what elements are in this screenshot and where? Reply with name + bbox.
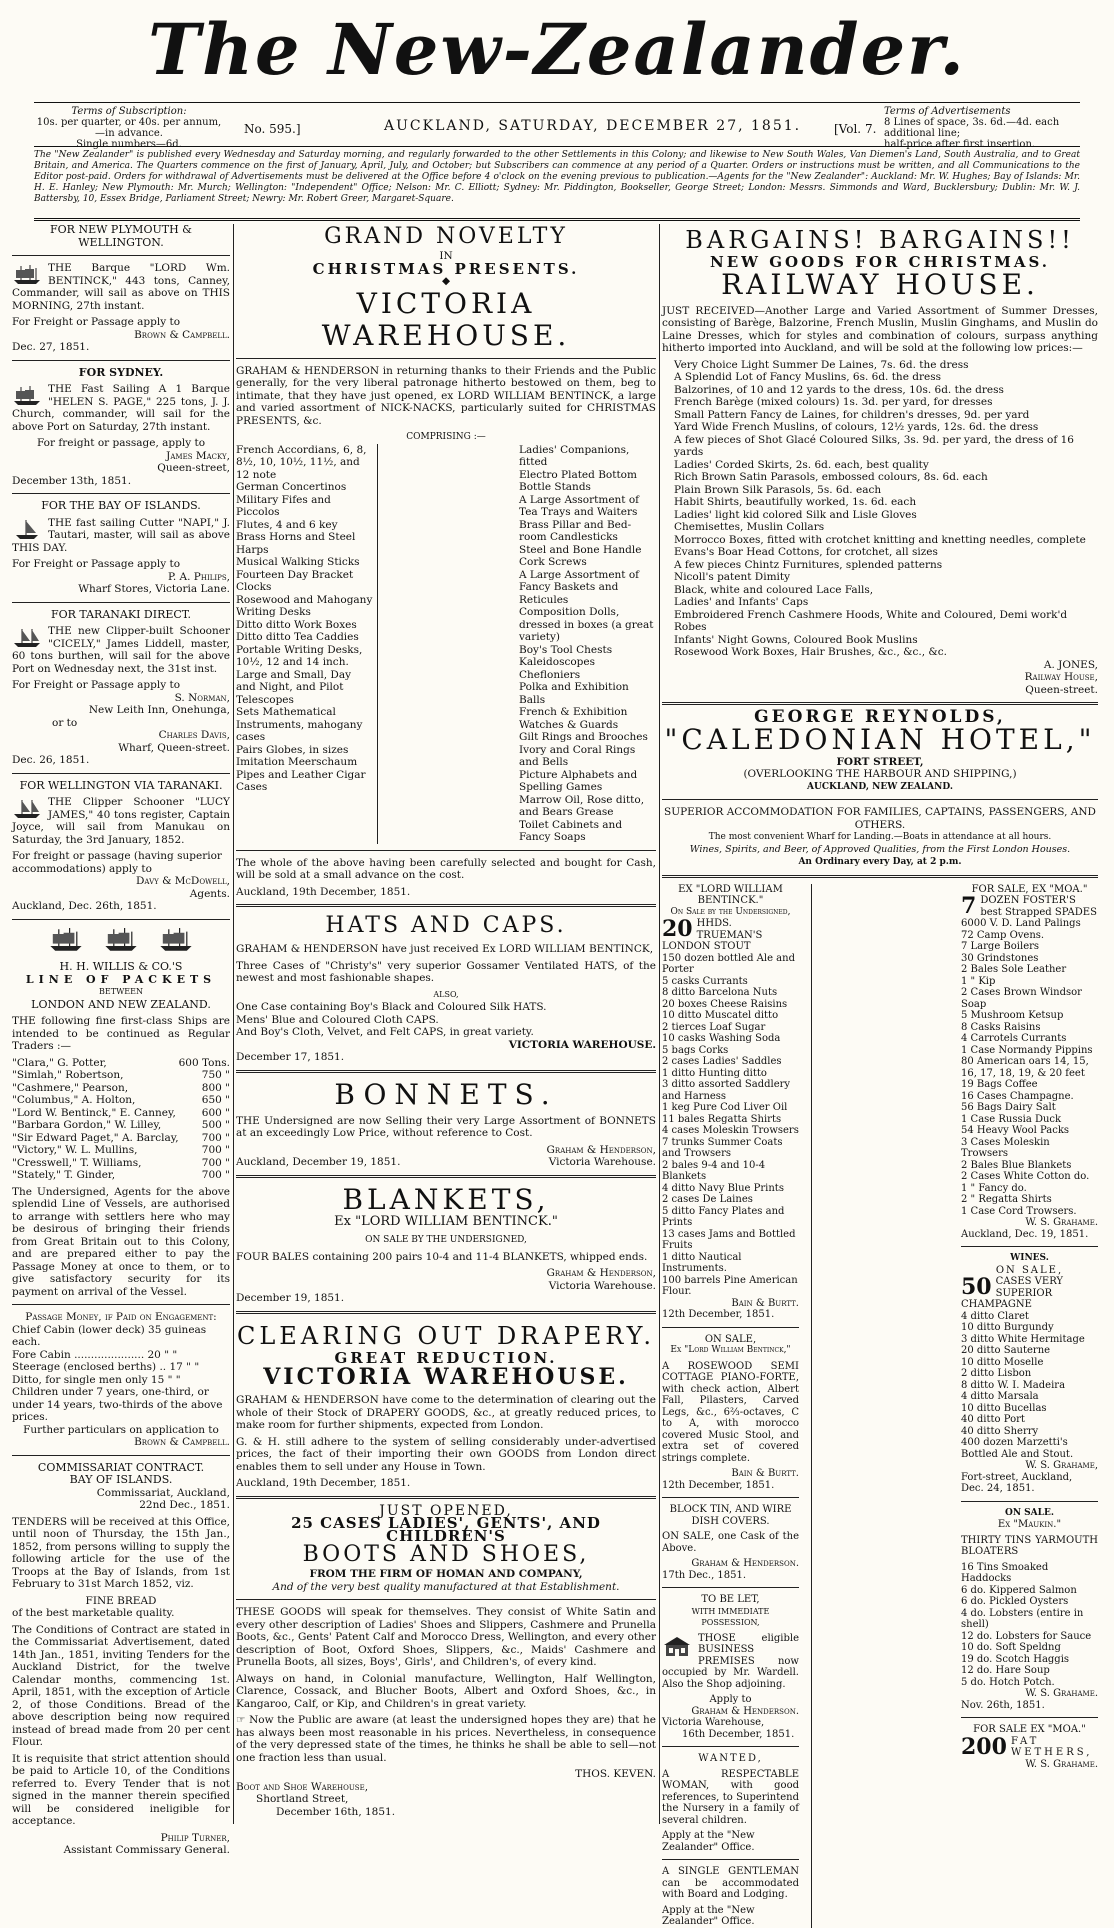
- issue-bar-rule: [34, 146, 1080, 147]
- list-item: A Splendid Lot of Fancy Muslins, 6s. 6d. the dress: [674, 371, 941, 383]
- advert-terms: Terms of Advertisements 8 Lines of space, 3s. 6d.—4d. each additional line; half-price after first insertion.: [884, 106, 1060, 150]
- list-item: Picture Alphabets and Spelling Games: [519, 768, 638, 793]
- list-item: Yard Wide French Muslins, of colours, 12½ yards, 12s. 6d. the dress: [674, 421, 1039, 433]
- dress-price-list: [662, 359, 1098, 659]
- list-item: Ladies' Corded Skirts, 2s. 6d. each, best quality: [674, 458, 929, 471]
- list-item: Ladies' and Infants' Caps: [674, 596, 809, 608]
- list-item: 72 Camp Ovens.: [961, 929, 1045, 941]
- ship-row: [12, 1169, 230, 1182]
- schooner-icon: [12, 627, 42, 649]
- list-item: 100 barrels Pine American Flour.: [662, 1274, 798, 1297]
- ad-heading: BARGAINS! BARGAINS!!: [685, 226, 1075, 254]
- list-item: 2 cases Ladies' Saddles: [662, 1056, 782, 1067]
- fare-row: Steerage (enclosed berths) .. 17 " ": [12, 1361, 200, 1373]
- stock-list: [662, 953, 799, 1298]
- list-item: 19 do. Scotch Haggis: [961, 1653, 1070, 1665]
- list-item: 40 ditto Port: [961, 1414, 1025, 1425]
- list-item: 5 bags Corks: [662, 1044, 729, 1056]
- fare-row: Chief Cabin (lower deck) 35 guineas each.: [12, 1323, 207, 1348]
- list-item: 2 bales 9-4 and 10-4 Blankets: [662, 1159, 766, 1182]
- list-item: 3 ditto White Hermitage: [961, 1333, 1085, 1345]
- list-item: 1 Case Normandy Pippins: [961, 1044, 1093, 1056]
- list-item: 30 Grindstones: [961, 952, 1039, 964]
- list-item: 5 casks Currants: [662, 975, 748, 987]
- list-item: Steel and Bone Handle Cork Screws: [519, 543, 642, 568]
- list-item: Brass Horns and Steel Harps: [236, 531, 356, 556]
- ship-name: "Simlah," Robertson,: [12, 1069, 124, 1081]
- list-item: 12 do. Hare Soup: [961, 1665, 1050, 1676]
- stock-list: [961, 918, 1098, 1217]
- list-item: Ditto ditto Work Boxes: [236, 618, 357, 631]
- ad-heading: COMMISSARIAT CONTRACT.: [37, 1460, 205, 1474]
- list-item: Pairs Globes, in sizes: [236, 743, 349, 756]
- list-item: German Concertinos: [236, 481, 347, 493]
- ship-name: "Lord W. Bentinck," E. Canney,: [12, 1106, 176, 1119]
- list-item: 2 Cases Brown Windsor Soap: [961, 987, 1082, 1010]
- list-item: 4 ditto Claret: [961, 1310, 1029, 1322]
- ship-tonnage: 650 ": [201, 1094, 230, 1106]
- list-item: 2 cases De Laines: [662, 1194, 753, 1205]
- list-item: 10 ditto Bucellas: [961, 1402, 1047, 1414]
- subscription-terms: Terms of Subscription: 10s. per quarter, or 40s. per annum,—in advance. Single numbers—6d.: [36, 106, 222, 150]
- list-item: 4 ditto Navy Blue Prints: [662, 1182, 784, 1194]
- masthead-rule: [34, 102, 1080, 103]
- list-item: French & Exhibition Watches & Guards: [519, 706, 628, 731]
- list-item: French Accordians, 6, 8, 8½, 10, 10½, 11½, and 12 note: [236, 443, 367, 481]
- list-item: 19 Bags Coffee: [961, 1079, 1038, 1090]
- ship-icon: [12, 264, 42, 286]
- list-item: A Large Assortment of Tea Trays and Waiters: [519, 493, 640, 518]
- issue-number: No. 595.]: [244, 122, 301, 136]
- ad-heading: GRAND NOVELTY: [324, 224, 568, 249]
- list-item: 8 ditto Barcelona Nuts: [662, 987, 778, 998]
- ship-icon: [48, 926, 84, 954]
- list-item: Ditto ditto Tea Caddies: [236, 631, 359, 643]
- ship-row: [12, 1082, 230, 1095]
- ad-heading: CLEARING OUT DRAPERY.: [236, 1321, 656, 1350]
- ship-row: [12, 1094, 230, 1107]
- ship-icon: [12, 385, 42, 407]
- ad-body: THE new Clipper-built Schooner "CICELY," James Liddell, master, 60 tons burthen, will sail for the above Port on Wednesday next, the 31st inst.: [12, 625, 230, 675]
- ship-name: "Victory," W. L. Mullins,: [12, 1144, 138, 1156]
- list-item: 7 trunks Summer Coats and Trowsers: [662, 1136, 783, 1159]
- ship-name: "Cashmere," Pearson,: [12, 1081, 129, 1094]
- list-item: 2 " Regatta Shirts: [961, 1194, 1052, 1205]
- ad-heading: FOR SYDNEY.: [78, 365, 164, 379]
- list-item: Imitation Meerschaum Pipes and Leather Cigar Cases: [236, 756, 366, 793]
- masthead: [0, 0, 1114, 100]
- publication-notice: The "New Zealander" is published every Wednesday and Saturday morning, and regularly forwarded to the other Settlements in this Colony; and likewise to New South Wales, Van Diemen's Land, South Australia, and to Great Britain, and America. The Quarters commence on the first of January, April, July, and October; but Subscribers can commence at any period of a Quarter. Orders or instructions must be written, and all Communications to the Editor post-paid. Orders for withdrawal of Advertisements must be delivered at the Office before 4 o'clock on the evening previous to publication.—Agents for the "New Zealander": Auckland: Mr. W. Hughes; Bay of Islands: Mr. H. E. Hanley; New Plymouth: Mr. Murch; Wellington: "Independent" Office; Nelson: Mr. C. Elliott; Sydney: Mr. Piddington, Bookseller, George Street; London: Messrs. Simmonds and Ward, Bucklersbury; Dublin: Mr. W. J. Battersby, 10, Essex Bridge, Parliament Street; Newry: Mr. Robert Greer, Margaret-Square.: [34, 150, 1080, 204]
- issue-bar: [34, 104, 1080, 148]
- list-item: A few pieces of Shot Glacé Coloured Silks, 3s. 9d. per yard, the dress of 16 yards: [674, 433, 1074, 458]
- ad-heading: BLANKETS,: [342, 1182, 550, 1216]
- list-item: 56 Bags Dairy Salt: [961, 1102, 1056, 1113]
- ship-name: "Barbara Gordon," W. Lilley,: [12, 1119, 162, 1131]
- list-item: 1 " Fancy do.: [961, 1182, 1027, 1194]
- ship-name: "Columbus," A. Holton,: [12, 1094, 136, 1106]
- list-item: Portable Writing Desks, 10½, 12 and 14 inch.: [236, 643, 363, 668]
- list-item: 2 Bales Blue Blankets: [961, 1159, 1072, 1171]
- volume: [Vol. 7.: [834, 122, 877, 136]
- list-item: 6000 V. D. Land Palings: [961, 918, 1081, 929]
- ship-tonnage: 700 ": [201, 1131, 230, 1144]
- list-item: 1 Case Cord Trowsers.: [961, 1205, 1077, 1217]
- list-item: Rosewood Work Boxes, Hair Brushes, &c., &c., &c.: [674, 646, 947, 658]
- list-item: Polka and Exhibition Balls: [519, 681, 629, 706]
- list-item: Military Fifes and Piccolos: [236, 493, 331, 518]
- list-item: 54 Heavy Wool Packs: [961, 1125, 1070, 1136]
- ship-row: [12, 1144, 230, 1157]
- list-item: Sets Mathematical Instruments, mahogany cases: [236, 706, 363, 743]
- ad-heading: FOR NEW PLYMOUTH & WELLINGTON.: [50, 223, 192, 249]
- novelty-list: [236, 444, 656, 844]
- list-item: 5 ditto Fancy Plates and Prints: [662, 1205, 785, 1228]
- list-item: 40 ditto Sherry: [961, 1425, 1039, 1437]
- column-rule: [233, 224, 234, 1824]
- list-item: Balzorines, of 10 and 12 yards to the dress, 10s. 6d. the dress: [674, 383, 1004, 396]
- list-item: 1 Case Russia Duck: [961, 1113, 1062, 1125]
- column-shipping: FOR NEW PLYMOUTH & WELLINGTON. THE Barque "LORD Wm. BENTINCK," 443 tons, Canney, Commander, will sail as above on THIS MORNING, 27th instant. For Freight or Passage apply to Brown & Campbell. Dec. 27, 1851. FOR SYDNEY. THE Fast Sailing A 1 Barque "HELEN S. PAGE," 225 tons, J. J. Church, commander, will sail for the above Port on Saturday, 27th instant. For freight or passage, apply to James Macky, Queen-street, December 13th, 1851. FOR THE BAY OF ISLANDS. THE fast sailing Cutter "NAPI," J. Tautari, master, will sail as above THIS DAY. For Freight or Passage apply to P. A. Philips, Wharf Stores, Victoria Lane. FOR TARANAKI DIRECT. THE new Clipper-built Schooner "CICELY," James Liddell, master, 60 tons burthen, will sail for the above Port on Wednesday next, the 31st inst. For Freight or Passage apply to S. Norman, New Leith Inn, Onehunga, or to Charles Davis, Wharf, Queen-street. Dec. 26, 1851. FOR WELLINGTON VIA TARANAKI. THE Clipper Schooner "LUCY JAMES," 40 tons register, Captain Joyce, will sail from Manukau on Saturday, the 3rd January, 1852. For freight or passage (having superior accommodations) apply to Davy & McDowell, Agents. Auckland, Dec. 26th, 1851. H. H. WILLIS & CO.'S LINE OF PACKETS BETWEEN LONDON AND NEW ZEALAND. THE following fine first-class Ships are intended to be continued as Regular Traders :— "Clara," G. Potter, 600 Tons. "Simlah," Robertson, 750 " "Cashmere," Pearson, 800 " "Columbus," A. Holton, 650 " "Lord W. Bentinck," E. Canney, 600 " "Barbara Gordon," W. Lilley, 500 " "Sir Edward Paget," A. Barclay, 700 " "Victory," W. L. Mullins, 700 " "Cresswell," T. Williams, 700 " "Stately," T. Ginder, 700 " The Undersigned, Agents for the above splendid Line of Vessels, are authorised to arrange with settlers here who may be desirous of bringing their friends from Great Britain out to this Colony, and are prepared either to pay the Passage Money at once to them, or to give satisfactory security for its payment on arrival of the Vessel. Passage Money, if Paid on Engagement: Chief Cabin (lower deck) 35 guineas each. Fore Cabin ..................... 20 " " Steerage (enclosed berths) .. 17 " " Ditto, for single men only 15 " " Children under 7 years, one-third, or under 14 years, two-thirds of the above prices. Further particulars on application to Brown & Campbell. COMMISSARIAT CONTRACT. BAY OF ISLANDS. Commissariat, Auckland, 22nd Dec., 1851. TENDERS will be received at this Office, until noon of Thursday, the 15th Jan., 1852, from persons willing to supply the following article for the use of the Troops at the Bay of Islands, from 1st February to 31st March 1852, viz. FINE BREAD of the best marketable quality. The Conditions of Contract are stated in the Commissariat Advertisement, dated 14th Jan., 1851, inviting Tenders for the Auckland District, for the twelve Calendar months, commencing 1st. April, 1851, with the exception of Article 2, of those Conditions. Bread of the above description being now required instead of bread made from 20 per cent Flour. It is requisite that strict attention should be paid to Article 10, of the Conditions referred to. Every Tender that is not signed in the manner therein specified will be considered ineligible for acceptance. Philip Turner, Assistant Commissary General.: [12, 223, 230, 1856]
- list-item: Marrow Oil, Rose ditto, and Bears Grease: [519, 793, 645, 818]
- list-item: Chefloniers: [519, 668, 581, 681]
- list-item: 2 tierces Loaf Sugar: [662, 1021, 766, 1033]
- preserves-list: [961, 1562, 1098, 1689]
- list-item: 8 ditto W. I. Madeira: [961, 1379, 1066, 1391]
- ad-heading: EX "LORD WILLIAM BENTINCK.": [678, 883, 783, 906]
- ship-name: "Cresswell," T. Williams,: [12, 1156, 142, 1169]
- newspaper-title: The New-Zealander.: [148, 8, 966, 91]
- list-item: Plain Brown Silk Parasols, 5s. 6d. each: [674, 483, 882, 496]
- header-double-rule: [34, 218, 1080, 221]
- ship-tonnage: 600 Tons.: [178, 1056, 230, 1069]
- list-item: Embroidered French Cashmere Hoods, White and Coloured, Demi work'd Robes: [674, 608, 1068, 633]
- novelty-list-right: [519, 444, 656, 844]
- list-item: Evans's Boar Head Cottons, for crotchet, all sizes: [674, 546, 938, 558]
- list-item: Small Pattern Fancy de Laines, for children's dresses, 9d. per yard: [674, 408, 1030, 421]
- list-item: Black, white and coloured Lace Falls,: [674, 583, 874, 596]
- list-item: 2 ditto Lisbon: [961, 1368, 1032, 1379]
- list-item: Toilet Cabinets and Fancy Soaps: [519, 818, 623, 843]
- list-item: 10 do. Soft Speldng: [961, 1642, 1061, 1653]
- ad-heading: FOR TARANAKI DIRECT.: [50, 607, 192, 621]
- pointing-hand-icon: ☞: [236, 1714, 250, 1726]
- list-item: 1 ditto Nautical Instruments.: [662, 1251, 742, 1274]
- fare-row: Fore Cabin ..................... 20 " ": [12, 1348, 178, 1361]
- ad-heading: JUST OPENED,: [379, 1502, 513, 1519]
- list-item: 13 cases Jams and Bottled Fruits: [662, 1228, 796, 1251]
- list-item: 2 Cases White Cotton do.: [961, 1171, 1090, 1182]
- list-item: 10 ditto Muscatel ditto: [662, 1010, 779, 1021]
- classifieds: [662, 884, 1098, 1928]
- ship-row: [12, 1119, 230, 1132]
- dateline: AUCKLAND, SATURDAY, DECEMBER 27, 1851.: [384, 118, 802, 134]
- list-item: Very Choice Light Summer De Laines, 7s. 6d. the dress: [674, 358, 969, 371]
- list-item: 6 do. Kippered Salmon: [961, 1584, 1077, 1596]
- ad-body: THE Barque "LORD Wm. BENTINCK," 443 tons, Canney, Commander, will sail as above on THIS MORNING, 27th instant.: [12, 262, 230, 312]
- list-item: 7 Large Boilers: [961, 941, 1040, 952]
- ship-name: "Clara," G. Potter,: [12, 1056, 107, 1069]
- list-item: Kaleidoscopes: [519, 656, 595, 668]
- ad-heading: FOR THE BAY OF ISLANDS.: [41, 499, 201, 512]
- ad-body: THE Fast Sailing A 1 Barque "HELEN S. PAGE," 225 tons, J. J. Church, commander, will sail for the above Port on Saturday, 27th instant.: [12, 383, 230, 433]
- column-warehouse: GRAND NOVELTY IN CHRISTMAS PRESENTS. ◆ VICTORIA WAREHOUSE. GRAHAM & HENDERSON in returning thanks to their Friends and the Public generally, for the very liberal patronage hitherto bestowed on them, beg to intimate, that they have just opened, ex LORD WILLIAM BENTINCK, a large and varied assortment of NICK-NACKS, particularly suited for CHRISTMAS PRESENTS, &c. COMPRISING :— French Accordians, 6, 8, 8½, 10, 10½, 11½, and 12 note German Concertinos Military Fifes and Piccolos Flutes, 4 and 6 key Brass Horns and Steel Harps Musical Walking Sticks Fourteen Day Bracket Clocks Rosewood and Mahogany Writing Desks Ditto ditto Work Boxes Ditto ditto Tea Caddies Portable Writing Desks, 10½, 12 and 14 inch. Large and Small, Day and Night, and Pilot Telescopes Sets Mathematical Instruments, mahogany cases Pairs Globes, in sizes Imitation Meerschaum Pipes and Leather Cigar Cases Ladies' Companions, fitted Electro Plated Bottom Bottle Stands A Large Assortment of Tea Trays and Waiters Brass Pillar and Bed-room Candlesticks Steel and Bone Handle Cork Screws A Large Assortment of Fancy Baskets and Reticules Composition Dolls, dressed in boxes (a great variety) Boy's Tool Chests Kaleidoscopes Chefloniers Polka and Exhibition Balls French & Exhibition Watches & Guards Gilt Rings and Brooches Ivory and Coral Rings and Bells Picture Alphabets and Spelling Games Marrow Oil, Rose ditto, and Bears Grease Toilet Cabinets and Fancy Soaps The whole of the above having been carefully selected and bought for Cash, will be sold at a small advance on the cost. Auckland, 19th December, 1851. HATS AND CAPS. GRAHAM & HENDERSON have just received Ex LORD WILLIAM BENTINCK, Three Cases of "Christy's" very superior Gossamer Ventilated HATS, of the newest and most fashionable shapes. ALSO, One Case containing Boy's Black and Coloured Silk HATS. Mens' Blue and Coloured Cloth CAPS. And Boy's Cloth, Velvet, and Felt CAPS, in great variety. VICTORIA WAREHOUSE. December 17, 1851. BONNETS. THE Undersigned are now Selling their very Large Assortment of BONNETS at an exceedingly Low Price, without reference to Cost. Graham & Henderson, Auckland, December 19, 1851. Victoria Warehouse. BLANKETS, Ex "LORD WILLIAM BENTINCK." ON SALE BY THE UNDERSIGNED, FOUR BALES containing 200 pairs 10-4 and 11-4 BLANKETS, whipped ends. Graham & Henderson, Victoria Warehouse. December 19, 1851. CLEARING OUT DRAPERY. GREAT REDUCTION. VICTORIA WAREHOUSE. GRAHAM & HENDERSON have come to the determination of clearing out the whole of their Stock of DRAPERY GOODS, &c., at greatly reduced prices, to make room for further shipments, expected from London. G. & H. still adhere to the system of selling considerably under-advertised prices, the fact of their importing their own GOODS from London direct enables them to sell under any House in Town. Auckland, 19th December, 1851. JUST OPENED, 25 CASES LADIES', GENTS', AND CHILDREN'S BOOTS AND SHOES, FROM THE FIRM OF HOMAN AND COMPANY, And of the very best quality manufactured at that Establishment. THESE GOODS will speak for themselves. They consist of White Satin and every other description of Ladies' Shoes and Slippers, Cashmere and Prunella Boots, &c., Gents' Patent Calf and Morocco Dress, Wellington, and every other description of Boot, Oxford Shoes, Slippers, &c., Maids' Cashmere and Prunella Boots, all sizes, Boys', Girls', and Children's, of every kind. Always on hand, in Colonial manufacture, Wellington, Half Wellington, Clarence, Cossack, and Blucher Boots, Albert and Oxford Shoes, &c., in Kangaroo, Calf, or Kip, and Children's in great variety. ☞ Now the Public are aware (at least the undersigned hopes they are) that he has always been most reasonable in his prices. Nevertheless, in consequence of the very depressed state of the times, he thinks he shall be able to sell—not one fraction less than usual. THOS. KEVEN. Boot and Shoe Warehouse, Shortland Street, December 16th, 1851.: [236, 224, 656, 1818]
- list-item: A Large Assortment of Fancy Baskets and Reticules: [519, 568, 640, 606]
- ship-tonnage: 700 ": [201, 1169, 230, 1181]
- list-item: 5 do. Hotch Potch.: [961, 1676, 1055, 1688]
- ship-tonnage: 700 ": [201, 1144, 230, 1156]
- ship-tonnage: 750 ": [201, 1069, 230, 1081]
- list-item: 16 Tins Smoaked Haddocks: [961, 1561, 1049, 1584]
- list-item: 1 " Kip: [961, 975, 996, 987]
- list-item: A few pieces Chintz Furnitures, splended patterns: [674, 558, 943, 571]
- building-icon: [662, 1635, 692, 1657]
- fare-list: [12, 1324, 230, 1424]
- list-item: 1 keg Pure Cod Liver Oil: [662, 1102, 788, 1113]
- list-item: Rosewood and Mahogany Writing Desks: [236, 593, 373, 618]
- ship-icon: [158, 926, 194, 954]
- list-item: Gilt Rings and Brooches: [519, 731, 648, 743]
- column-merchants: BARGAINS! BARGAINS!! NEW GOODS FOR CHRISTMAS. RAILWAY HOUSE. JUST RECEIVED—Another Large and Varied Assortment of Summer Dresses, consisting of Barège, Balzorine, French Muslin, Muslin Ginghams, and Muslin do Laine Dresses, which for styles and combination of colours, surpass anything hitherto imported into Auckland, and will be sold at the following low prices:— Very Choice Light Summer De Laines, 7s. 6d. the dress A Splendid Lot of Fancy Muslins, 6s. 6d. the dress Balzorines, of 10 and 12 yards to the dress, 10s. 6d. the dress French Barège (mixed colours) 1s. 3d. per yard, for dresses Small Pattern Fancy de Laines, for children's dresses, 9d. per yard Yard Wide French Muslins, of colours, 12½ yards, 12s. 6d. the dress A few pieces of Shot Glacé Coloured Silks, 3s. 9d. per yard, the dress of 16 yards Ladies' Corded Skirts, 2s. 6d. each, best quality Rich Brown Satin Parasols, embossed colours, 8s. 6d. each Plain Brown Silk Parasols, 5s. 6d. each Habit Shirts, beautifully worked, 1s. 6d. each Ladies' light kid colored Silk and Lisle Gloves Chemisettes, Muslin Collars Morrocco Boxes, fitted with crotchet knitting and knetting needles, complete Evans's Boar Head Cottons, for crotchet, all sizes A few pieces Chintz Furnitures, splended patterns Nicoll's patent Dimity Black, white and coloured Lace Falls, Ladies' and Infants' Caps Embroidered French Cashmere Hoods, White and Coloured, Demi work'd Robes Infants' Night Gowns, Coloured Book Muslins Rosewood Work Boxes, Hair Brushes, &c., &c., &c. A. JONES, Railway House, Queen-street. GEORGE REYNOLDS, "CALEDONIAN HOTEL," FORT STREET, (OVERLOOKING THE HARBOUR AND SHIPPING,) AUCKLAND, NEW ZEALAND. SUPERIOR ACCOMMODATION FOR FAMILIES, CAPTAINS, PASSENGERS, AND OTHERS. The most convenient Wharf for Landing.—Boats in attendance at all hours. Wines, Spirits, and Beer, of Approved Qualities, from the First London Houses. An Ordinary every Day, at 2 p.m. EX "LORD WILLIAM BENTINCK." On Sale by the Undersigned, 20 HHDS. TRUEMAN'S LONDON STOUT 150 dozen bottled Ale and Porter 5 casks Currants 8 ditto Barcelona Nuts 20 boxes Cheese Raisins 10 ditto Muscatel ditto 2 tierces Loaf Sugar 10 casks Washing Soda 5 bags Corks 2 cases Ladies' Saddles 1 ditto Hunting ditto 3 ditto assorted Saddlery and Harness 1 keg Pure Cod Liver Oil 11 bales Regatta Shirts 4 cases Moleskin Trowsers 7 trunks Summer Coats and Trowsers 2 bales 9-4 and 10-4 Blankets 4 ditto Navy Blue Prints 2 cases De Laines 5 ditto Fancy Plates and Prints 13 cases Jams and Bottled Fruits 1 ditto Nautical Instruments. 100 barrels Pine American Flour. Bain & Burtt. 12th December, 1851. ON SALE, Ex "Lord William Bentinck," A ROSEWOOD SEMI COTTAGE PIANO-FORTE, with check action, Albert Fall, Pilasters, Carved Legs, &c., 6⅔-octaves, C to A, with morocco covered Music Stool, and extra set of covered strings complete. Bain & Burtt. 12th December, 1851. BLOCK TIN, AND WIRE DISH COVERS. ON SALE, one Cask of the Above. Graham & Henderson. 17th Dec., 1851. TO BE LET, WITH IMMEDIATE POSSESSION, THOSE eligible BUSINESS PREMISES now occupied by Mr. Wardell. Also the Shop adjoining. Apply to Graham & Henderson. Victoria Warehouse, 16th December, 1851. WANTED, A RESPECTABLE WOMAN, with good references, to Superintend the Nursery in a family of several children. Apply at the "New Zealander" Office. A SINGLE GENTLEMAN can be accommodated with Board and Lodging. Apply at the "New Zealander" Office. FOR SALE, EX "MOA." 7 DOZEN FOSTER'S best Strapped SPADES 6000 V. D. Land Palings 72 Camp Ovens. 7 Large Boilers 30 Grindstones 2 Bales Sole Leather 1 " Kip 2 Cases Brown Windsor Soap 5 Mushroom Ketsup 8 Casks Raisins 4 Carrotels Currants 1 Case Normandy Pippins 80 American oars 14, 15, 16, 17, 18, 19, & 20 feet 19 Bags Coffee 16 Cases Champagne. 56 Bags Dairy Salt 1 Case Russia Duck 54 Heavy Wool Packs 3 Cases Moleskin Trowsers 2 Bales Blue Blankets 2 Cases White Cotton do. 1 " Fancy do. 2 " Regatta Shirts 1 Case Cord Trowsers. W. S. Grahame. Auckland, Dec. 19, 1851. WINES. ON SALE, 50 CASES VERY SUPERIOR CHAMPAGNE 4 ditto Claret 10 ditto Burgundy 3 ditto White Hermitage 20 ditto Sauterne 10 ditto Moselle 2 ditto Lisbon 8 ditto W. I. Madeira 4 ditto Marsala 10 ditto Bucellas 40 ditto Port 40 ditto Sherry 400 dozen Marzetti's Bottled Ale and Stout. W. S. Grahame, Fort-street, Auckland, Dec. 24, 1851. ON SALE. Ex "Maukin." THIRTY TINS YARMOUTH BLOATERS 16 Tins Smoaked Haddocks 6 do. Kippered Salmon 6 do. Pickled Oysters 4 do. Lobsters (entire in shell) 12 do. Lobsters for Sauce 10 do. Soft Speldng 19 do. Scotch Haggis 12 do. Hare Soup 5 do. Hotch Potch. W. S. Grahame. Nov. 26th, 1851. FOR SALE EX "MOA." 200 FAT WETHERS, W. S. Grahame.: [662, 226, 1098, 1927]
- ship-row: [12, 1132, 230, 1145]
- list-item: Ivory and Coral Rings and Bells: [519, 743, 636, 768]
- list-item: Rich Brown Satin Parasols, embossed colours, 8s. 6d. each: [674, 471, 988, 483]
- novelty-list-left: [236, 444, 373, 844]
- ship-row: [12, 1157, 230, 1170]
- list-item: Musical Walking Sticks: [236, 556, 360, 568]
- list-item: 8 Casks Raisins: [961, 1021, 1041, 1033]
- cutter-icon: [12, 519, 42, 541]
- list-item: 400 dozen Marzetti's Bottled Ale and Stout.: [961, 1437, 1074, 1460]
- list-item: 1 ditto Hunting ditto: [662, 1067, 767, 1079]
- ornament-icon: ◆: [441, 275, 451, 287]
- list-item: Habit Shirts, beautifully worked, 1s. 6d. each: [674, 496, 917, 508]
- list-item: Electro Plated Bottom Bottle Stands: [519, 468, 637, 493]
- schooner-icon: [12, 798, 42, 820]
- ship-tonnage: 600 ": [201, 1106, 230, 1119]
- list-item: 150 dozen bottled Ale and Porter: [662, 952, 795, 975]
- ad-body: THE fast sailing Cutter "NAPI," J. Tautari, master, will sail as above THIS DAY.: [12, 516, 230, 554]
- ship-icon: [103, 926, 139, 954]
- list-item: 6 do. Pickled Oysters: [961, 1596, 1069, 1607]
- list-item: 4 do. Lobsters (entire in shell): [961, 1607, 1084, 1630]
- list-item: 20 ditto Sauterne: [961, 1345, 1051, 1356]
- wine-list: [961, 1311, 1098, 1461]
- list-item: 12 do. Lobsters for Sauce: [961, 1630, 1092, 1642]
- classifieds-left: EX "LORD WILLIAM BENTINCK." On Sale by the Undersigned, 20 HHDS. TRUEMAN'S LONDON STOUT 150 dozen bottled Ale and Porter 5 casks Currants 8 ditto Barcelona Nuts 20 boxes Cheese Raisins 10 ditto Muscatel ditto 2 tierces Loaf Sugar 10 casks Washing Soda 5 bags Corks 2 cases Ladies' Saddles 1 ditto Hunting ditto 3 ditto assorted Saddlery and Harness 1 keg Pure Cod Liver Oil 11 bales Regatta Shirts 4 cases Moleskin Trowsers 7 trunks Summer Coats and Trowsers 2 bales 9-4 and 10-4 Blankets 4 ditto Navy Blue Prints 2 cases De Laines 5 ditto Fancy Plates and Prints 13 cases Jams and Bottled Fruits 1 ditto Nautical Instruments. 100 barrels Pine American Flour. Bain & Burtt. 12th December, 1851. ON SALE, Ex "Lord William Bentinck," A ROSEWOOD SEMI COTTAGE PIANO-FORTE, with check action, Albert Fall, Pilasters, Carved Legs, &c., 6⅔-octaves, C to A, with morocco covered Music Stool, and extra set of covered strings complete. Bain & Burtt. 12th December, 1851. BLOCK TIN, AND WIRE DISH COVERS. ON SALE, one Cask of the Above. Graham & Henderson. 17th Dec., 1851. TO BE LET, WITH IMMEDIATE POSSESSION, THOSE eligible BUSINESS PREMISES now occupied by Mr. Wardell. Also the Shop adjoining. Apply to Graham & Henderson. Victoria Warehouse, 16th December, 1851. WANTED, A RESPECTABLE WOMAN, with good references, to Superintend the Nursery in a family of several children. Apply at the "New Zealander" Office. A SINGLE GENTLEMAN can be accommodated with Board and Lodging. Apply at the "New Zealander" Office.: [662, 883, 799, 1927]
- list-item: 10 ditto Burgundy: [961, 1322, 1054, 1333]
- list-item: Large and Small, Day and Night, and Pilot Telescopes: [236, 668, 352, 706]
- list-item: Flutes, 4 and 6 key: [236, 518, 338, 531]
- ship-row: [12, 1069, 230, 1082]
- ad-heading: GEORGE REYNOLDS,: [754, 707, 1006, 727]
- list-item: Ladies' Companions, fitted: [519, 443, 630, 468]
- ad-heading: HATS AND CAPS.: [325, 913, 567, 938]
- list-item: 16 Cases Champagne.: [961, 1090, 1074, 1102]
- list-item: 80 American oars 14, 15, 16, 17, 18, 19, & 20 feet: [961, 1056, 1089, 1079]
- list-item: 4 Carrotels Currants: [961, 1033, 1067, 1044]
- column-rule: [659, 224, 660, 1824]
- list-item: French Barège (mixed colours) 1s. 3d. per yard, for dresses: [674, 396, 993, 408]
- ad-heading: BONNETS.: [334, 1077, 558, 1111]
- ship-row: [12, 1057, 230, 1070]
- ship-illustrations: [12, 926, 230, 958]
- list-item: Brass Pillar and Bed-room Candlesticks: [519, 518, 632, 543]
- list-item: Ladies' light kid colored Silk and Lisle Gloves: [674, 508, 917, 521]
- list-item: Chemisettes, Muslin Collars: [674, 521, 825, 533]
- list-item: Morrocco Boxes, fitted with crotchet knitting and knetting needles, complete: [674, 533, 1086, 546]
- ad-heading: H. H. WILLIS & CO.'S: [59, 960, 183, 973]
- ship-tonnage: 700 ": [201, 1156, 230, 1169]
- ship-list: [12, 1057, 230, 1182]
- list-item: Fourteen Day Bracket Clocks: [236, 568, 354, 593]
- list-item: Boy's Tool Chests: [519, 643, 613, 656]
- list-item: 11 bales Regatta Shirts: [662, 1113, 782, 1125]
- classifieds-right: FOR SALE, EX "MOA." 7 DOZEN FOSTER'S best Strapped SPADES 6000 V. D. Land Palings 72 Camp Ovens. 7 Large Boilers 30 Grindstones 2 Bales Sole Leather 1 " Kip 2 Cases Brown Windsor Soap 5 Mushroom Ketsup 8 Casks Raisins 4 Carrotels Currants 1 Case Normandy Pippins 80 American oars 14, 15, 16, 17, 18, 19, & 20 feet 19 Bags Coffee 16 Cases Champagne. 56 Bags Dairy Salt 1 Case Russia Duck 54 Heavy Wool Packs 3 Cases Moleskin Trowsers 2 Bales Blue Blankets 2 Cases White Cotton do. 1 " Fancy do. 2 " Regatta Shirts 1 Case Cord Trowsers. W. S. Grahame. Auckland, Dec. 19, 1851. WINES. ON SALE, 50 CASES VERY SUPERIOR CHAMPAGNE 4 ditto Claret 10 ditto Burgundy 3 ditto White Hermitage 20 ditto Sauterne 10 ditto Moselle 2 ditto Lisbon 8 ditto W. I. Madeira 4 ditto Marsala 10 ditto Bucellas 40 ditto Port 40 ditto Sherry 400 dozen Marzetti's Bottled Ale and Stout. W. S. Grahame, Fort-street, Auckland, Dec. 24, 1851. ON SALE. Ex "Maukin." THIRTY TINS YARMOUTH BLOATERS 16 Tins Smoaked Haddocks 6 do. Kippered Salmon 6 do. Pickled Oysters 4 do. Lobsters (entire in shell) 12 do. Lobsters for Sauce 10 do. Soft Speldng 19 do. Scotch Haggis 12 do. Hare Soup 5 do. Hotch Potch. W. S. Grahame. Nov. 26th, 1851. FOR SALE EX "MOA." 200 FAT WETHERS, W. S. Grahame.: [961, 883, 1098, 1770]
- ad-body: THE Clipper Schooner "LUCY JAMES," 40 tons register, Captain Joyce, will sail from Manukau on Saturday, the 3rd January, 1852.: [12, 796, 230, 846]
- ad-heading: FOR SALE, EX "MOA.": [971, 883, 1088, 895]
- list-item: 5 Mushroom Ketsup: [961, 1010, 1064, 1021]
- list-item: 20 boxes Cheese Raisins: [662, 998, 788, 1010]
- fare-row: Ditto, for single men only 15 " ": [12, 1373, 181, 1386]
- ship-row: [12, 1107, 230, 1120]
- list-item: Infants' Night Gowns, Coloured Book Muslins: [674, 633, 918, 646]
- list-item: 3 ditto assorted Saddlery and Harness: [662, 1079, 791, 1102]
- list-item: 3 Cases Moleskin Trowsers: [961, 1136, 1050, 1159]
- ship-name: "Sir Edward Paget," A. Barclay,: [12, 1131, 179, 1144]
- list-item: Composition Dolls, dressed in boxes (a great variety): [519, 606, 654, 643]
- list-item: 10 casks Washing Soda: [662, 1033, 781, 1044]
- ship-tonnage: 800 ": [201, 1081, 230, 1094]
- fare-row: Children under 7 years, one-third, or under 14 years, two-thirds of the above prices.: [12, 1386, 223, 1423]
- list-item: Nicoll's patent Dimity: [674, 571, 791, 583]
- ship-name: "Stately," T. Ginder,: [12, 1169, 116, 1181]
- list-item: 4 cases Moleskin Trowsers: [662, 1125, 799, 1136]
- ship-tonnage: 500 ": [201, 1119, 230, 1131]
- ad-heading: FOR WELLINGTON VIA TARANAKI.: [19, 778, 223, 792]
- list-item: 10 ditto Moselle: [961, 1356, 1044, 1368]
- list-item: 4 ditto Marsala: [961, 1391, 1039, 1402]
- list-item: 2 Bales Sole Leather: [961, 964, 1067, 975]
